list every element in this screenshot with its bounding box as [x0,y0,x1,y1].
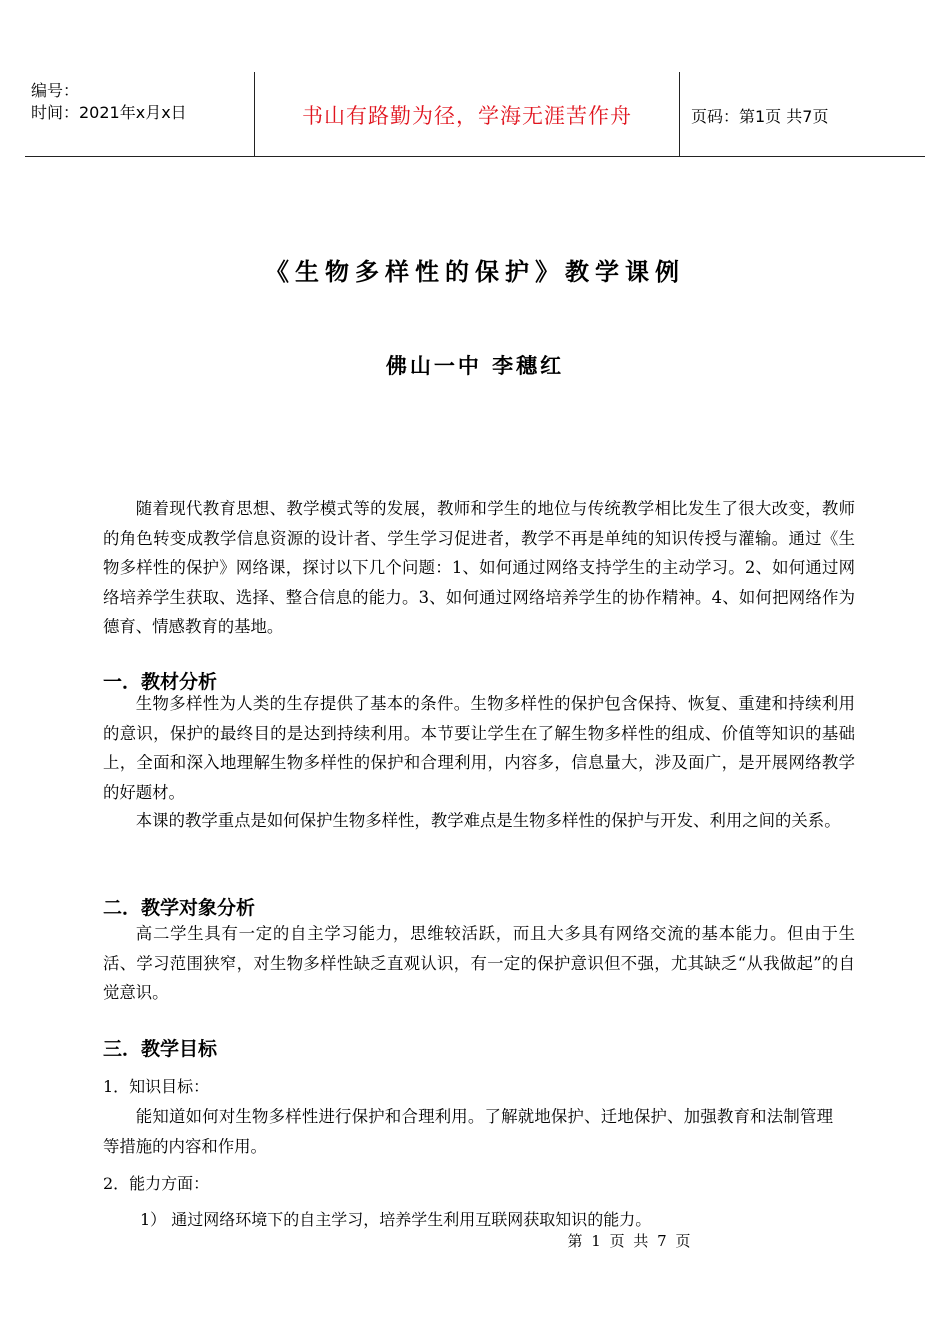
page-footer: 第 1 页 共 7 页 [567,1232,693,1250]
list-subitem: 1） 通过网络环境下的自主学习，培养学生利用互联网获取知识的能力。 [140,1210,652,1229]
list-item: 2．能力方面： [103,1174,210,1193]
section-heading: 一．教材分析 [103,671,218,693]
header-meta [31,80,187,124]
document-time: 时间：2021年x月x日 [31,103,187,122]
section-paragraph: 本课的教学重点是如何保护生物多样性，教学难点是生物多样性的保护与开发、利用之间的关系。 [135,811,841,830]
section-paragraph: 高二学生具有一定的自主学习能力，思维较活跃，而且大多具有网络交流的基本能力。但由于生活、学习范围狭窄，对生物多样性缺乏直观认识，有一定的保护意识但不强，尤其缺乏“从我做起”的自觉意识。 [103,924,855,1002]
intro-paragraph: 随着现代教育思想、教学模式等的发展，教师和学生的地位与传统教学相比发生了很大改变，教师的角色转变成教学信息资源的设计者、学生学习促进者，教学不再是单纯的知识传授与灌输。通过《生物多样性的保护》网络课，探讨以下几个问题：1、如何通过网络支持学生的主动学习。2、如何通过网络培养学生获取、选择、整合信息的能力。3、如何通过网络培养学生的协作精神。4、如何把网络作为德育、情感教育的基地。 [103,499,855,636]
header-page-info: 页码：第1页 共7页 [691,107,829,126]
list-item: 1．知识目标： [103,1077,210,1096]
header-motto: 书山有路勤为径，学海无涯苦作舟 [302,104,632,128]
section-paragraph: 生物多样性为人类的生存提供了基本的条件。生物多样性的保护包含保持、恢复、重建和持续利用的意识，保护的最终目的是达到持续利用。本节要让学生在了解生物多样性的组成、价值等知识的基础上，全面和深入地理解生物多样性的保护和合理利用，内容多，信息量大，涉及面广，是开展网络教学的好题材。 [103,694,855,802]
section-paragraph: 能知道如何对生物多样性进行保护和合理利用。了解就地保护、迁地保护、加强教育和法制管理等措施的内容和作用。 [103,1107,833,1156]
document-number: 编号： [31,81,80,100]
page-header [25,72,925,157]
document-author: 佛山一中 李穗红 [385,353,565,378]
section-heading: 二．教学对象分析 [103,897,256,919]
header-divider [679,72,680,156]
document-title: 《生物多样性的保护》教学课例 [265,257,685,286]
section-heading: 三．教学目标 [103,1038,218,1060]
